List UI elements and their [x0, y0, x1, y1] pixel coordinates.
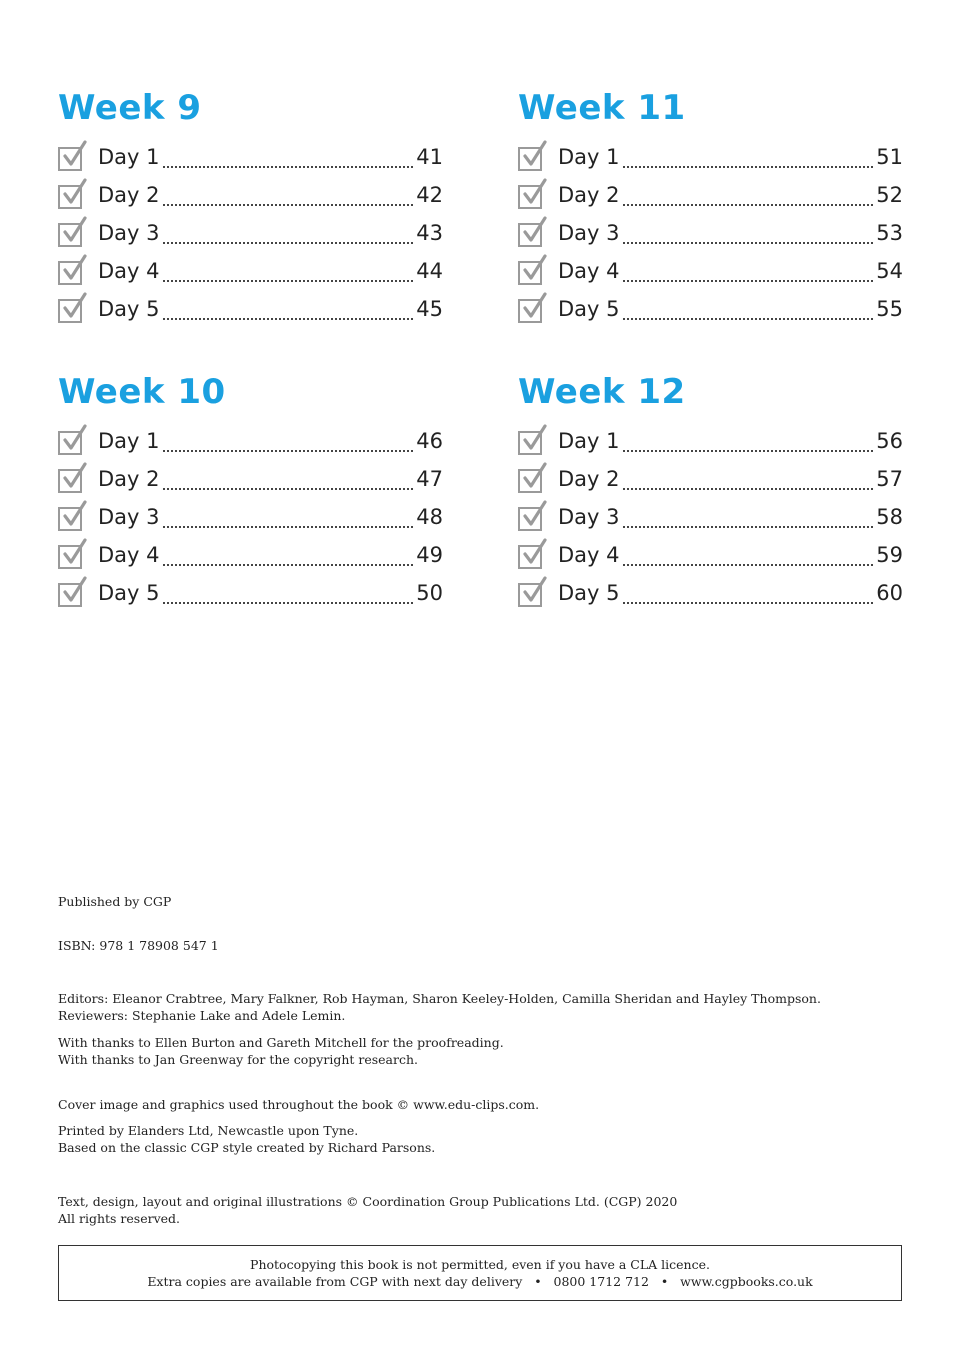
day-label: Day 5 — [98, 581, 160, 605]
checkbox-tick-icon[interactable] — [58, 503, 86, 531]
dot-leader — [623, 228, 874, 244]
day-entry — [518, 498, 903, 536]
day-label: Day 2 — [558, 183, 620, 207]
week-section — [58, 88, 443, 328]
thanks-proofreading-line: With thanks to Ellen Burton and Gareth Mitchell for the proofreading. — [58, 1035, 504, 1050]
cover-credit-line: Cover image and graphics used throughout the book © www.edu-clips.com. — [58, 1097, 540, 1112]
day-entry — [518, 574, 903, 612]
page-number: 44 — [416, 259, 443, 283]
checkbox-tick-icon[interactable] — [518, 219, 546, 247]
day-entry — [518, 214, 903, 252]
checkbox-tick-icon[interactable] — [58, 465, 86, 493]
dot-leader — [623, 266, 874, 282]
checkbox-tick-icon[interactable] — [58, 579, 86, 607]
day-label: Day 3 — [98, 221, 160, 245]
day-label: Day 4 — [98, 543, 160, 567]
dot-leader — [163, 152, 414, 168]
day-entry — [58, 176, 443, 214]
page-number: 43 — [416, 221, 443, 245]
dot-leader — [623, 304, 874, 320]
week-title: Week 9 — [58, 88, 202, 128]
day-label: Day 5 — [98, 297, 160, 321]
printer-line: Printed by Elanders Ltd, Newcastle upon Tyne. — [58, 1123, 359, 1138]
page-number: 55 — [876, 297, 903, 321]
day-label: Day 2 — [98, 467, 160, 491]
dot-leader — [623, 550, 874, 566]
dot-leader — [163, 304, 414, 320]
page-number: 53 — [876, 221, 903, 245]
day-label: Day 3 — [98, 505, 160, 529]
dot-leader — [163, 228, 414, 244]
checkbox-tick-icon[interactable] — [58, 219, 86, 247]
day-label: Day 1 — [558, 145, 620, 169]
dot-leader — [163, 190, 414, 206]
dot-leader — [163, 266, 414, 282]
checkbox-tick-icon[interactable] — [518, 181, 546, 209]
checkbox-tick-icon[interactable] — [518, 295, 546, 323]
dot-leader — [163, 588, 414, 604]
day-entry — [58, 536, 443, 574]
page-number: 52 — [876, 183, 903, 207]
dot-leader — [623, 152, 874, 168]
checkbox-tick-icon[interactable] — [58, 257, 86, 285]
dot-leader — [623, 512, 874, 528]
checkbox-tick-icon[interactable] — [518, 257, 546, 285]
page-number: 54 — [876, 259, 903, 283]
dot-leader — [163, 474, 414, 490]
day-entry — [58, 422, 443, 460]
checkbox-tick-icon[interactable] — [58, 143, 86, 171]
checkbox-tick-icon[interactable] — [518, 427, 546, 455]
page-number: 51 — [876, 145, 903, 169]
checkbox-tick-icon[interactable] — [518, 143, 546, 171]
dot-leader — [623, 190, 874, 206]
day-entry — [58, 574, 443, 612]
editors-line: Editors: Eleanor Crabtree, Mary Falkner, Rob Hayman, Sharon Keeley-Holden, Camilla Sheridan and Hayley Thompson. — [58, 991, 821, 1006]
week-title: Week 11 — [518, 88, 686, 128]
reviewers-line: Reviewers: Stephanie Lake and Adele Lemin. — [58, 1008, 346, 1023]
day-entry — [518, 176, 903, 214]
week-section — [518, 88, 903, 328]
day-label: Day 3 — [558, 505, 620, 529]
day-entry — [58, 498, 443, 536]
day-label: Day 4 — [98, 259, 160, 283]
day-entry — [58, 252, 443, 290]
day-label: Day 1 — [558, 429, 620, 453]
page-number: 46 — [416, 429, 443, 453]
dot-leader — [163, 436, 414, 452]
dot-leader — [163, 512, 414, 528]
day-entry — [518, 460, 903, 498]
page-number: 47 — [416, 467, 443, 491]
day-entry — [518, 252, 903, 290]
day-label: Day 3 — [558, 221, 620, 245]
day-entry — [58, 138, 443, 176]
day-entry — [58, 214, 443, 252]
page-number: 42 — [416, 183, 443, 207]
page-number: 57 — [876, 467, 903, 491]
copyright-line: Text, design, layout and original illustrations © Coordination Group Publications Ltd. (CGP) 2020 — [58, 1194, 678, 1209]
checkbox-tick-icon[interactable] — [518, 541, 546, 569]
checkbox-tick-icon[interactable] — [58, 181, 86, 209]
week-title: Week 12 — [518, 372, 686, 412]
week-title: Week 10 — [58, 372, 226, 412]
week-section — [58, 372, 443, 612]
day-label: Day 4 — [558, 543, 620, 567]
day-label: Day 5 — [558, 297, 620, 321]
dot-leader — [163, 550, 414, 566]
day-entry — [518, 290, 903, 328]
day-label: Day 2 — [98, 183, 160, 207]
style-credit-line: Based on the classic CGP style created by Richard Parsons. — [58, 1140, 436, 1155]
page-number: 48 — [416, 505, 443, 529]
day-label: Day 1 — [98, 145, 160, 169]
page-number: 60 — [876, 581, 903, 605]
checkbox-tick-icon[interactable] — [58, 541, 86, 569]
day-entry — [518, 138, 903, 176]
checkbox-tick-icon[interactable] — [58, 427, 86, 455]
day-label: Day 5 — [558, 581, 620, 605]
page-number: 58 — [876, 505, 903, 529]
checkbox-tick-icon[interactable] — [58, 295, 86, 323]
photocopy-notice-box — [58, 1245, 902, 1301]
day-label: Day 2 — [558, 467, 620, 491]
page-number: 49 — [416, 543, 443, 567]
week-section — [518, 372, 903, 612]
checkbox-tick-icon[interactable] — [518, 465, 546, 493]
dot-leader — [623, 436, 874, 452]
page-number: 41 — [416, 145, 443, 169]
day-label: Day 1 — [98, 429, 160, 453]
day-entry — [518, 536, 903, 574]
dot-leader — [623, 474, 874, 490]
day-entry — [58, 290, 443, 328]
day-entry — [518, 422, 903, 460]
rights-line: All rights reserved. — [58, 1211, 181, 1226]
day-entry — [58, 460, 443, 498]
notice-line-1: Photocopying this book is not permitted, even if you have a CLA licence. — [250, 1257, 710, 1272]
checkbox-tick-icon[interactable] — [518, 579, 546, 607]
page-number: 59 — [876, 543, 903, 567]
publisher-line: Published by CGP — [58, 894, 172, 909]
thanks-copyright-line: With thanks to Jan Greenway for the copyright research. — [58, 1052, 419, 1067]
day-label: Day 4 — [558, 259, 620, 283]
page-number: 45 — [416, 297, 443, 321]
dot-leader — [623, 588, 874, 604]
page-number: 50 — [416, 581, 443, 605]
isbn-line: ISBN: 978 1 78908 547 1 — [58, 938, 219, 953]
page-number: 56 — [876, 429, 903, 453]
checkbox-tick-icon[interactable] — [518, 503, 546, 531]
notice-line-2: Extra copies are available from CGP with next day delivery • 0800 1712 712 • www.cgpbooks.co.uk — [147, 1274, 813, 1289]
